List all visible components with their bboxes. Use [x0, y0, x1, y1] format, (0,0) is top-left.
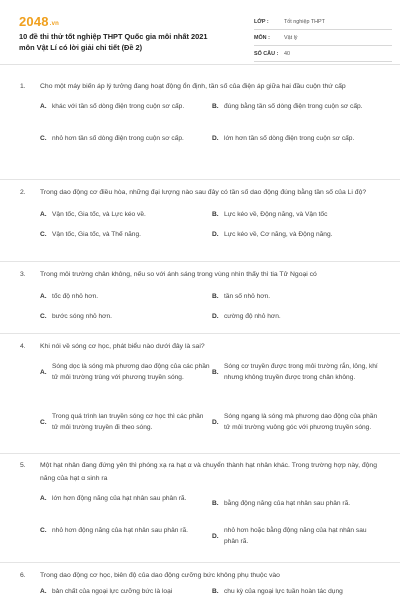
option-label: A. [40, 103, 47, 110]
option-text: tần số nhỏ hơn. [224, 293, 271, 300]
option-text: chu kỳ của ngoại lực tuần hoàn tác dụng [224, 588, 343, 595]
meta-value: Vật lý [284, 34, 298, 41]
option-a[interactable] [40, 101, 210, 112]
question-5 [20, 459, 382, 553]
option-b[interactable] [212, 361, 382, 383]
question-separator [0, 333, 400, 334]
option-c[interactable] [40, 311, 210, 322]
question-stem: Trong dao động cơ học, biên độ của dao động cưỡng bức không phụ thuộc vào [40, 572, 280, 579]
options-grid [20, 287, 382, 327]
question-2 [20, 186, 382, 243]
option-c[interactable] [40, 411, 210, 433]
option-text: bản chất của ngoại lực cưỡng bức là loại [52, 588, 173, 595]
site-logo[interactable] [19, 14, 59, 29]
option-c[interactable] [40, 525, 210, 536]
option-text: Vận tốc, Gia tốc, và Thế năng. [52, 231, 141, 238]
option-text: Trong quá trình lan truyền sóng cơ học thì các phần tử môi trường truyền đi theo sóng. [52, 413, 204, 431]
page-header [0, 0, 400, 62]
meta-row-class [254, 14, 392, 30]
option-label: A. [40, 588, 47, 595]
meta-row-count [254, 46, 392, 62]
option-text: Vận tốc, Gia tốc, và Lực kéo về. [52, 211, 146, 218]
exam-meta-table [254, 14, 392, 62]
option-label: B. [212, 103, 219, 110]
options-grid [20, 99, 382, 155]
question-3 [20, 268, 382, 327]
option-text: Sóng dọc là sóng mà phương dao động của các phần tử môi trường trùng với phương truyền sóng. [52, 363, 210, 381]
option-text: bằng động năng của hạt nhân sau phân rã. [224, 500, 351, 507]
option-label: D. [212, 231, 219, 238]
option-label: D. [212, 135, 219, 142]
meta-key: LỚP : [254, 18, 269, 25]
options-grid [20, 205, 382, 243]
option-b[interactable] [212, 586, 382, 597]
option-text: nhỏ hơn động năng của hạt nhân sau phân rã. [52, 527, 188, 534]
meta-key: MÔN : [254, 34, 270, 41]
option-d[interactable] [212, 311, 382, 322]
question-separator [0, 453, 400, 454]
header-divider [0, 64, 400, 65]
option-label: A. [40, 293, 47, 300]
question-number: 2. [20, 189, 26, 196]
option-a[interactable] [40, 209, 210, 220]
option-label: B. [212, 500, 219, 507]
question-text [20, 268, 382, 281]
meta-row-subject [254, 30, 392, 46]
question-separator [0, 562, 400, 563]
question-1 [20, 80, 382, 155]
options-grid [20, 586, 382, 600]
option-a[interactable] [40, 291, 210, 302]
meta-value: 40 [284, 50, 290, 57]
option-text: cường độ nhỏ hơn. [224, 313, 281, 320]
question-stem: Cho một máy biến áp lý tưởng đang hoạt động ổn định, tần số của điện áp giữa hai đầu cuộn thứ cấp [40, 83, 346, 90]
option-text: nhỏ hơn hoặc bằng động năng của hạt nhân sau phân rã. [224, 527, 367, 545]
option-label: A. [40, 368, 47, 376]
option-text: Sóng ngang là sóng mà phương dao động của phần tử môi trường vuông góc với phương truyền sóng. [224, 413, 378, 431]
question-separator [0, 261, 400, 262]
option-text: bước sóng nhỏ hơn. [52, 313, 112, 320]
option-label: D. [212, 313, 219, 320]
question-number: 4. [20, 343, 26, 350]
option-d[interactable] [212, 411, 382, 433]
option-label: A. [40, 211, 47, 218]
meta-key: SỐ CÂU : [254, 50, 279, 57]
option-label: B. [212, 368, 219, 376]
option-text: Lực kéo về, Cơ năng, và Động năng. [224, 231, 333, 238]
option-text: Sóng cơ truyền được trong môi trường rắn, lỏng, khí nhưng không truyền được trong chân không. [224, 363, 378, 381]
option-label: C. [40, 418, 47, 426]
options-grid [20, 491, 382, 553]
question-stem: Khi nói về sóng cơ học, phát biểu nào dưới đây là sai? [40, 343, 205, 350]
option-text: lớn hơn tần số dòng điện trong cuộn sơ cấp. [224, 135, 355, 142]
question-4 [20, 340, 382, 455]
option-d[interactable] [212, 229, 382, 240]
question-number: 5. [20, 462, 26, 469]
option-text: nhỏ hơn tần số dòng điện trong cuộn sơ cấp. [52, 135, 184, 142]
option-d[interactable] [212, 133, 382, 144]
option-a[interactable] [40, 493, 210, 504]
option-text: khác với tần số dòng điện trong cuộn sơ cấp. [52, 103, 185, 110]
question-stem: Trong dao động cơ điều hòa, những đại lượng nào sau đây có tần số dao động đúng bằng tần số của Li độ? [40, 189, 367, 196]
question-text [20, 80, 382, 93]
option-label: D. [212, 532, 219, 540]
option-label: C. [40, 527, 47, 534]
question-number: 6. [20, 572, 26, 579]
option-label: B. [212, 211, 219, 218]
option-label: B. [212, 588, 219, 595]
option-b[interactable] [212, 291, 382, 302]
option-text: đúng bằng tần số dòng điện trong cuộn sơ cấp. [224, 103, 363, 110]
question-stem: Một hạt nhân đang đứng yên thì phóng xạ ra hạt α và chuyển thành hạt nhân khác. Trong trường hợp này, động năng của hạt α sinh ra [40, 462, 377, 482]
option-text: tốc độ nhỏ hơn. [52, 293, 99, 300]
option-d[interactable] [212, 525, 382, 547]
option-c[interactable] [40, 133, 210, 144]
meta-value: Tốt nghiệp THPT [284, 18, 325, 25]
question-6 [20, 569, 382, 600]
option-a[interactable] [40, 586, 210, 597]
option-b[interactable] [212, 101, 382, 112]
logo-text: 2048 [19, 14, 49, 29]
option-text: lớn hơn động năng của hạt nhân sau phân rã. [52, 495, 187, 502]
option-label: B. [212, 293, 219, 300]
option-a[interactable] [40, 361, 210, 383]
option-b[interactable] [212, 209, 382, 220]
option-b[interactable] [212, 498, 382, 509]
option-label: C. [40, 231, 47, 238]
question-text [20, 459, 382, 485]
logo-domain: .vn [49, 21, 60, 27]
question-separator [0, 179, 400, 180]
question-stem: Trong môi trường chân không, nếu so với ánh sáng trong vùng nhìn thấy thì tia Tử Ngoại có [40, 271, 317, 278]
question-text [20, 186, 382, 199]
option-label: D. [212, 418, 219, 426]
exam-title: 10 đề thi thử tốt nghiệp THPT Quốc gia môi nhất 2021 môn Vật Lí có lời giải chi tiết (Đề 2) [19, 32, 208, 52]
question-number: 1. [20, 83, 26, 90]
option-text: Lực kéo về, Động năng, và Vận tốc [224, 211, 328, 218]
question-text [20, 569, 382, 582]
question-text [20, 340, 382, 353]
option-c[interactable] [40, 229, 210, 240]
option-label: A. [40, 495, 47, 502]
options-grid [20, 359, 382, 455]
question-number: 3. [20, 271, 26, 278]
option-label: C. [40, 313, 47, 320]
option-label: C. [40, 135, 47, 142]
